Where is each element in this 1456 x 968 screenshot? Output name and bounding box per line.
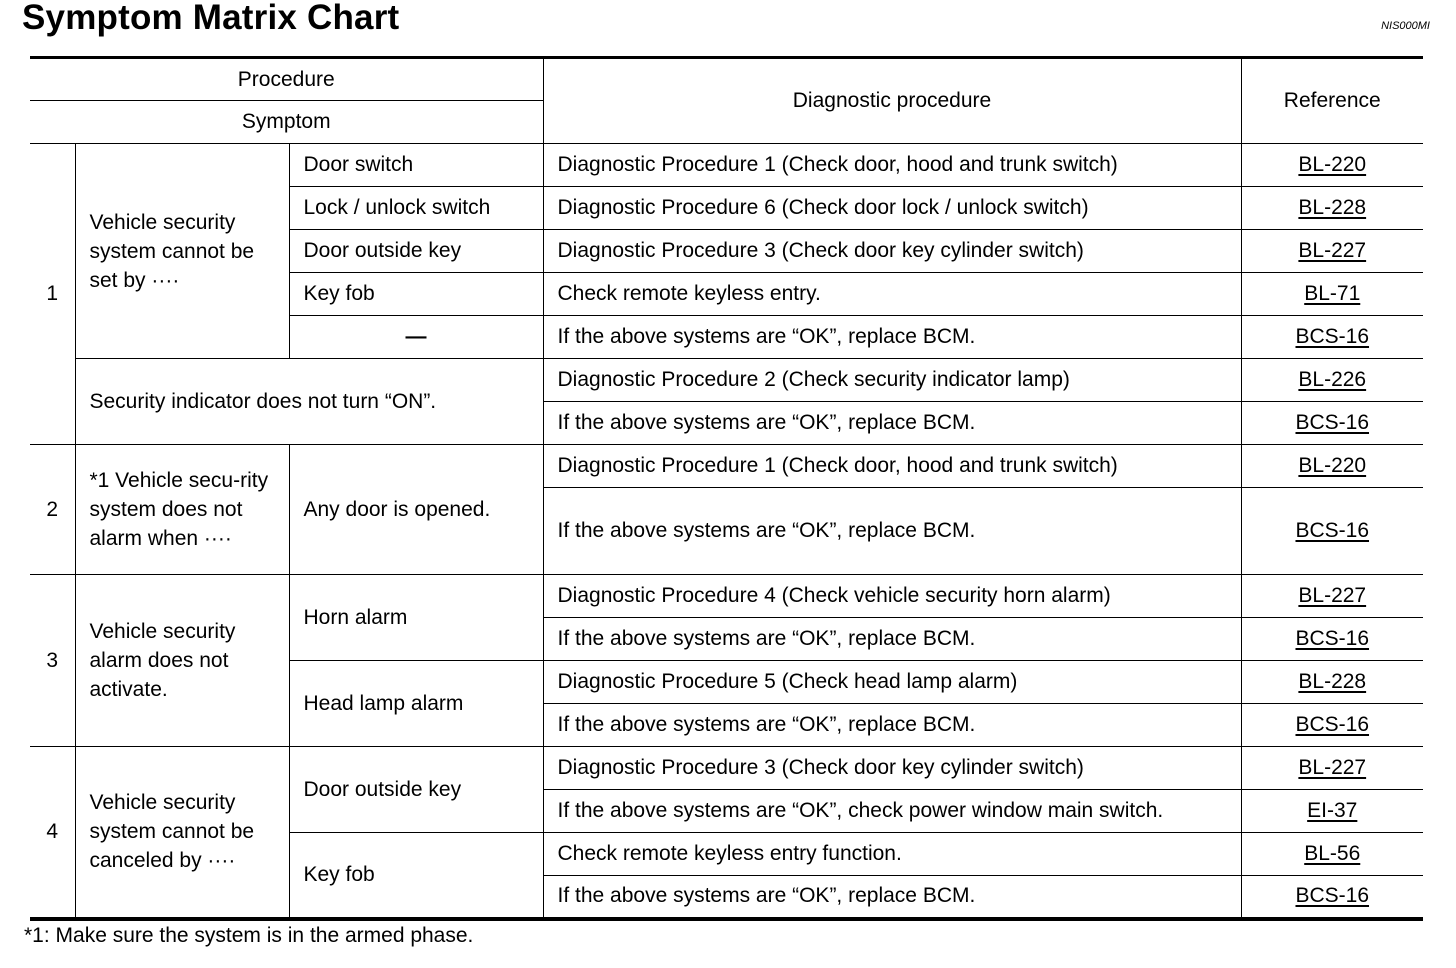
symptom-matrix-table — [30, 56, 1423, 921]
procedure-cell: If the above systems are “OK”, replace BCM. — [543, 488, 1241, 575]
header-symptom: Symptom — [30, 101, 543, 144]
header-procedure: Procedure — [30, 58, 543, 101]
symptom-cell: Vehicle security system cannot be set by ···· — [75, 144, 289, 359]
group-number: 1 — [30, 144, 75, 445]
procedure-cell: Diagnostic Procedure 4 (Check vehicle security horn alarm) — [543, 575, 1241, 618]
condition-cell: Head lamp alarm — [289, 661, 543, 747]
reference-link[interactable]: BCS-16 — [1295, 884, 1370, 908]
header-diagnostic-procedure: Diagnostic procedure — [543, 58, 1241, 144]
symptom-cell: Vehicle security alarm does not activate. — [75, 575, 289, 747]
header-reference: Reference — [1241, 58, 1423, 144]
table-row — [30, 575, 1423, 618]
procedure-cell: Diagnostic Procedure 6 (Check door lock / unlock switch) — [543, 187, 1241, 230]
reference-link[interactable]: BL-71 — [1304, 282, 1361, 305]
condition-cell: Any door is opened. — [289, 445, 543, 575]
procedure-cell: Check remote keyless entry function. — [543, 833, 1241, 876]
procedure-cell: If the above systems are “OK”, replace BCM. — [543, 618, 1241, 661]
symptom-cell: *1 Vehicle secu-rity system does not alarm when ···· — [75, 445, 289, 575]
reference-link[interactable]: BCS-16 — [1295, 519, 1370, 542]
procedure-cell: Diagnostic Procedure 2 (Check security indicator lamp) — [543, 359, 1241, 402]
reference-link[interactable]: BL-228 — [1298, 196, 1367, 219]
reference-link[interactable]: BL-228 — [1298, 670, 1367, 693]
procedure-cell: If the above systems are “OK”, replace BCM. — [543, 402, 1241, 445]
header-row — [30, 58, 1423, 101]
footnote: *1: Make sure the system is in the armed phase. — [24, 924, 474, 947]
condition-cell: — — [289, 316, 543, 359]
reference-link[interactable]: BL-226 — [1298, 368, 1367, 391]
procedure-cell: If the above systems are “OK”, replace BCM. — [543, 316, 1241, 359]
reference-link[interactable]: BL-227 — [1298, 756, 1367, 779]
condition-cell: Key fob — [289, 273, 543, 316]
procedure-cell: If the above systems are “OK”, replace BCM. — [543, 876, 1241, 919]
condition-cell: Door outside key — [289, 230, 543, 273]
reference-link[interactable]: BL-220 — [1298, 454, 1367, 477]
reference-link[interactable]: BL-227 — [1298, 584, 1367, 607]
reference-link[interactable]: BCS-16 — [1295, 627, 1370, 650]
document-code: NIS000MI — [1381, 20, 1430, 32]
procedure-cell: If the above systems are “OK”, check power window main switch. — [543, 790, 1241, 833]
table-row — [30, 144, 1423, 187]
reference-link[interactable]: BCS-16 — [1295, 713, 1370, 736]
procedure-cell: If the above systems are “OK”, replace BCM. — [543, 704, 1241, 747]
symptom-cell: Vehicle security system cannot be canceled by ···· — [75, 747, 289, 919]
table-row — [30, 359, 1423, 402]
group-number: 3 — [30, 575, 75, 747]
condition-cell: Key fob — [289, 833, 543, 919]
procedure-cell: Check remote keyless entry. — [543, 273, 1241, 316]
reference-link[interactable]: BCS-16 — [1295, 411, 1370, 434]
table-row — [30, 445, 1423, 488]
group-number: 4 — [30, 747, 75, 919]
procedure-cell: Diagnostic Procedure 5 (Check head lamp alarm) — [543, 661, 1241, 704]
reference-link[interactable]: BL-56 — [1304, 842, 1361, 865]
procedure-cell: Diagnostic Procedure 3 (Check door key cylinder switch) — [543, 230, 1241, 273]
condition-cell: Door outside key — [289, 747, 543, 833]
symptom-cell: Security indicator does not turn “ON”. — [75, 359, 543, 445]
condition-cell: Horn alarm — [289, 575, 543, 661]
reference-link[interactable]: BL-227 — [1298, 239, 1367, 262]
condition-cell: Door switch — [289, 144, 543, 187]
procedure-cell: Diagnostic Procedure 3 (Check door key cylinder switch) — [543, 747, 1241, 790]
condition-cell: Lock / unlock switch — [289, 187, 543, 230]
group-number: 2 — [30, 445, 75, 575]
procedure-cell: Diagnostic Procedure 1 (Check door, hood and trunk switch) — [543, 445, 1241, 488]
reference-link[interactable]: EI-37 — [1307, 799, 1358, 822]
table-row — [30, 747, 1423, 790]
reference-link[interactable]: BL-220 — [1298, 153, 1367, 176]
reference-link[interactable]: BCS-16 — [1295, 325, 1370, 348]
procedure-cell: Diagnostic Procedure 1 (Check door, hood and trunk switch) — [543, 144, 1241, 187]
page-title: Symptom Matrix Chart — [22, 0, 400, 37]
